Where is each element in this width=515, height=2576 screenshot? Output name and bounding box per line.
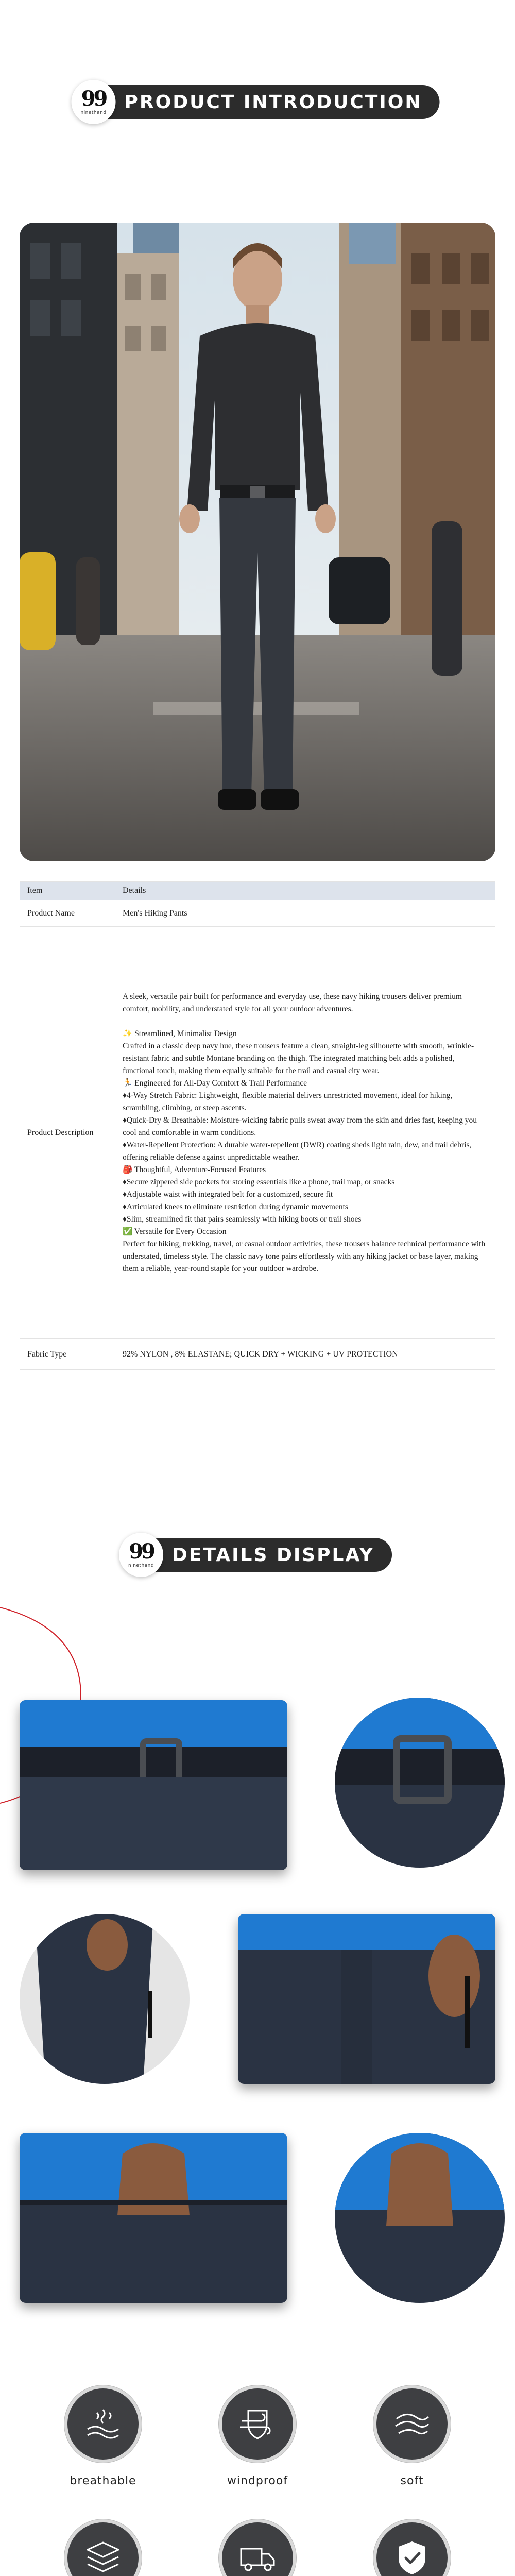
header-details: Details — [115, 882, 495, 900]
details-title-pill — [123, 1538, 392, 1572]
intro-section-header — [76, 85, 440, 119]
hero-model-image — [20, 223, 495, 861]
detail-buckle-closeup-image — [335, 1698, 505, 1868]
brand-logo-word: ninethand — [80, 110, 107, 115]
feature-label: breathable — [70, 2475, 136, 2487]
brand-logo-mark: 99 — [81, 87, 106, 111]
pocket-zipper-illustration — [238, 1914, 495, 2084]
description-line: ♦4-Way Stretch Fabric: Lightweight, flexible material delivers unrestricted movement, ideal for hiking, scrambling, climbing, or steep ascents. — [123, 1091, 453, 1112]
soft-icon-graphic — [391, 2403, 433, 2445]
feature-breathable — [57, 2385, 149, 2488]
brand-logo — [119, 1533, 163, 1577]
brand-logo-mark: 99 — [129, 1539, 153, 1564]
details-section-header — [123, 1538, 392, 1572]
table-header-row — [20, 882, 495, 900]
feature-label: soft — [400, 2475, 424, 2487]
shield-check-icon-graphic — [391, 2537, 433, 2576]
description-line: ♦Water-Repellent Protection: A durable water-repellent (DWR) coating sheds light rain, dew, and trail debris, offering reliable defense against unpredictable weather. — [123, 1140, 472, 1162]
windproof-icon-graphic — [237, 2403, 278, 2445]
description-line: ♦Quick-Dry & Breathable: Moisture-wicking fabric pulls sweat away from the skin and dries fast, keeping you cool and comfortable in warm conditions. — [123, 1115, 477, 1137]
belt-buckle-illustration — [20, 1700, 287, 1870]
back-pocket-closeup-illustration — [335, 2133, 505, 2303]
intro-section-title: PRODUCT INTRODUCTION — [124, 91, 422, 113]
product-spec-table — [20, 881, 495, 1370]
description-line: A sleek, versatile pair built for performance and everyday use, these navy hiking trousers deliver premium comfort, mobility, and understated style for all your outdoor adventures. — [123, 992, 462, 1013]
fabric-type-value: 92% NYLON , 8% ELASTANE; QUICK DRY + WICKING + UV PROTECTION — [115, 1339, 495, 1370]
feature-soft — [366, 2385, 458, 2488]
detail-back-pocket-image — [20, 2133, 287, 2303]
shield-check-icon — [373, 2519, 451, 2576]
back-pocket-illustration — [20, 2133, 287, 2303]
layers-icon-graphic — [82, 2537, 124, 2576]
details-section-title: DETAILS DISPLAY — [172, 1544, 374, 1566]
buckle-closeup-illustration — [335, 1698, 505, 1868]
feature-label: windproof — [227, 2475, 288, 2487]
detail-belt-buckle-image — [20, 1700, 287, 1870]
detail-back-pocket-closeup-image — [335, 2133, 505, 2303]
delivery-truck-icon-graphic — [237, 2537, 278, 2576]
delivery-truck-icon — [219, 2519, 296, 2576]
breathable-icon-graphic — [82, 2403, 124, 2445]
brand-logo — [72, 80, 116, 124]
brand-logo-word: ninethand — [128, 1563, 154, 1568]
street-scene-illustration — [20, 223, 495, 861]
description-line: ✅ Versatile for Every Occasion — [123, 1227, 227, 1236]
windproof-icon — [219, 2385, 296, 2463]
intro-title-pill — [76, 85, 440, 119]
feature-spot-quick-delivery — [211, 2519, 304, 2576]
detail-side-pocket-image — [20, 1914, 190, 2084]
header-item: Item — [20, 882, 115, 900]
product-description-value — [115, 927, 495, 1339]
feature-windproof — [211, 2385, 304, 2488]
product-description-label: Product Description — [20, 927, 115, 1339]
product-name-value: Men's Hiking Pants — [115, 900, 495, 927]
description-line: Crafted in a classic deep navy hue, these trousers feature a clean, straight-leg silhouette with smooth, wrinkle-resistant fabric and subtle Montane branding on the thigh. The integrated matching belt adds a polished, functional touch, making them equally suitable for the trail and casual city wear. — [123, 1041, 474, 1075]
layers-icon — [64, 2519, 142, 2576]
description-line: Perfect for hiking, trekking, travel, or casual outdoor activities, these trousers balance technical performance with understated, timeless style. The classic navy tone pairs effortlessly with any hiking jacket or base layer, making them a reliable, year-round staple for your outdoor wardrobe. — [123, 1239, 486, 1273]
side-pocket-illustration — [20, 1914, 190, 2084]
description-spacer — [123, 1015, 488, 1028]
product-name-label: Product Name — [20, 900, 115, 927]
feature-thickened-material — [57, 2519, 149, 2576]
breathable-icon — [64, 2385, 142, 2463]
soft-icon — [373, 2385, 451, 2463]
table-row — [20, 927, 495, 1339]
feature-quality-assurance — [366, 2519, 458, 2576]
description-line: ♦Secure zippered side pockets for storing essentials like a phone, trail map, or snacks — [123, 1177, 395, 1187]
detail-pocket-zipper-image — [238, 1914, 495, 2084]
table-row — [20, 900, 495, 927]
description-line: ♦Slim, streamlined fit that pairs seamlessly with hiking boots or trail shoes — [123, 1214, 362, 1224]
description-line: ♦Articulated knees to eliminate restriction during dynamic movements — [123, 1202, 348, 1211]
table-row — [20, 1339, 495, 1370]
description-line: ✨ Streamlined, Minimalist Design — [123, 1029, 237, 1038]
description-line: 🎒 Thoughtful, Adventure-Focused Features — [123, 1165, 266, 1174]
description-line: 🏃 Engineered for All-Day Comfort & Trail Performance — [123, 1078, 307, 1088]
fabric-type-label: Fabric Type — [20, 1339, 115, 1370]
description-line: ♦Adjustable waist with integrated belt for a customized, secure fit — [123, 1190, 333, 1199]
